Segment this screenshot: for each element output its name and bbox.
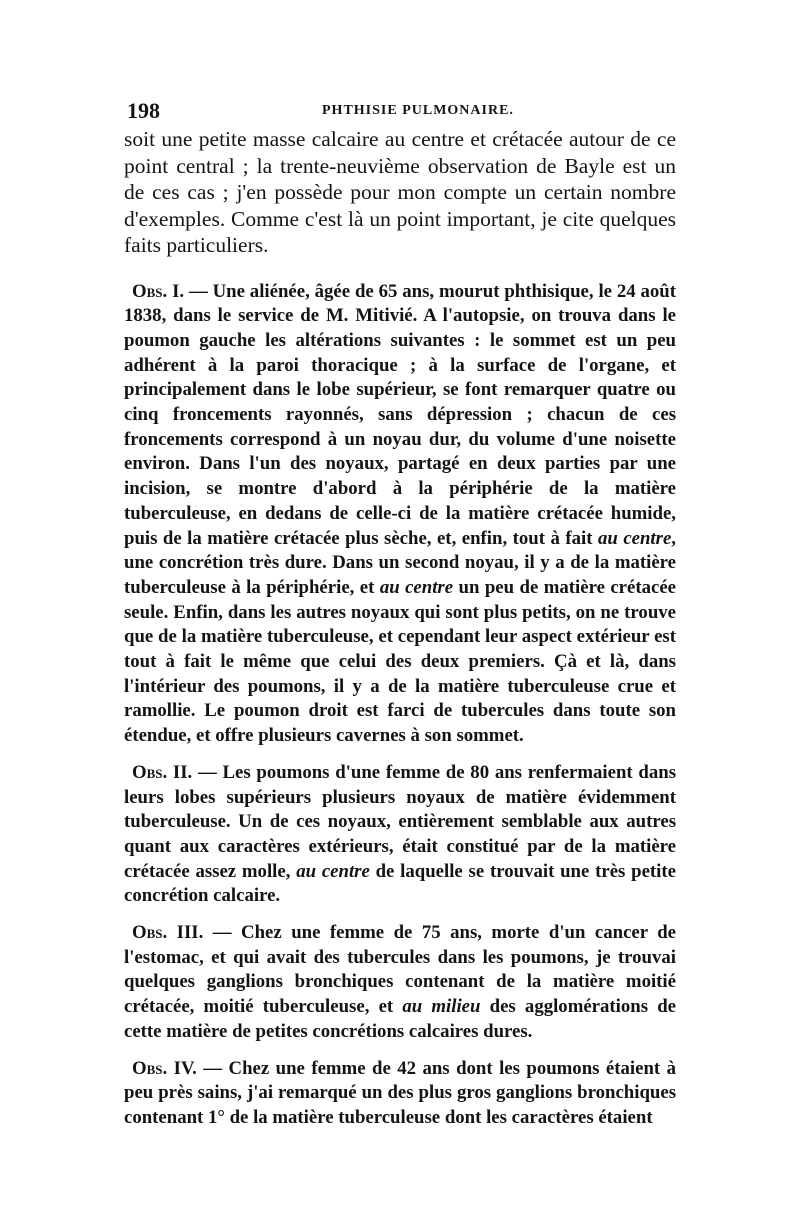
observation-1-text-a: — Une aliénée, âgée de 65 ans, mourut phthisique, le 24 août 1838, dans le service de M. Mitivié. A l'autopsie, on trouva dans le poumon gauche les altérations suivantes : le sommet est un peu adhérent à la paroi thoracique ; à la surface de l'organe, et principalement dans le lobe supérieur, se font remarquer quatre ou cinq froncements rayonnés, sans dépression ; chacun de ces froncements correspond à un noyau dur, du volume d'une noisette environ. Dans l'un des noyaux, partagé en deux parties par une incision, se montre d'abord à la périphérie de la matière tuberculeuse, en dedans de celle-ci de la matière crétacée humide, puis de la matière crétacée plus sèche, et, enfin, tout à fait	[124, 280, 677, 549]
observation-4-label: Obs. IV.	[132, 1057, 197, 1079]
observation-1-emphasis-b: au centre	[379, 576, 454, 598]
observation-3	[124, 921, 676, 1045]
observation-1	[124, 280, 676, 749]
running-title: PHTHISIE PULMONAIRE.	[322, 103, 514, 118]
observation-2	[124, 761, 676, 909]
observation-1-text-b: , une concrétion très dure. Dans un second noyau, il y a de la matière tuberculeuse à la périphérie, et	[124, 527, 676, 598]
observation-2-text-b: de laquelle se trouvait une très petite concrétion calcaire.	[124, 860, 676, 907]
observation-1-text-c: un peu de matière crétacée seule. Enfin, dans les autres noyaux qui sont plus petits, on ne trouve que de la matière tuberculeuse, et cependant leur aspect extérieur est tout à fait le même que celui des deux premiers. Çà et là, dans l'intérieur des poumons, il y a de la matière tuberculeuse crue et ramollie. Le poumon droit est farci de tubercules dans toute son étendue, et offre plusieurs cavernes à son sommet.	[124, 576, 677, 747]
observation-3-label: Obs. III.	[132, 922, 204, 944]
page-body	[124, 126, 676, 1131]
page-number: 198	[127, 98, 160, 123]
observation-2-label: Obs. II.	[132, 761, 193, 783]
intro-paragraph: soit une petite masse calcaire au centre et crétacée autour de ce point central ; la trente-neuvième observation de Bayle est un de ces cas ; j'en possède pour mon compte un certain nombre d'exemples. Comme c'est là un point important, je cite quelques faits particuliers.	[124, 127, 676, 257]
observation-4-text: — Chez une femme de 42 ans dont les poumons étaient à peu près sains, j'ai remarqué un des plus gros ganglions bronchiques contenant 1° de la matière tuberculeuse dont les caractères étaient	[124, 1057, 676, 1128]
observation-4	[124, 1057, 676, 1131]
page-header	[127, 98, 675, 124]
observation-1-emphasis-a: au centre	[597, 527, 672, 549]
observation-3-text-b: des agglomérations de cette matière de petites concrétions calcaires dures.	[124, 996, 676, 1042]
observation-2-text-a: — Les poumons d'une femme de 80 ans renfermaient dans leurs lobes supérieurs plusieurs noyaux de matière évidemment tuberculeuse. Un de ces noyaux, entièrement semblable aux autres quant aux caractères extérieurs, était constitué par de la matière crétacée assez molle,	[124, 761, 677, 882]
observation-3-emphasis: au milieu	[402, 996, 481, 1018]
observation-1-label: Obs. I.	[132, 280, 185, 302]
observation-2-emphasis: au centre	[296, 860, 370, 882]
observation-3-text-a: — Chez une femme de 75 ans, morte d'un cancer de l'estomac, et qui avait des tubercules dans les poumons, je trouvai quelques ganglions bronchiques contenant de la matière moitié crétacée, moitié tuberculeuse, et	[124, 922, 676, 1018]
